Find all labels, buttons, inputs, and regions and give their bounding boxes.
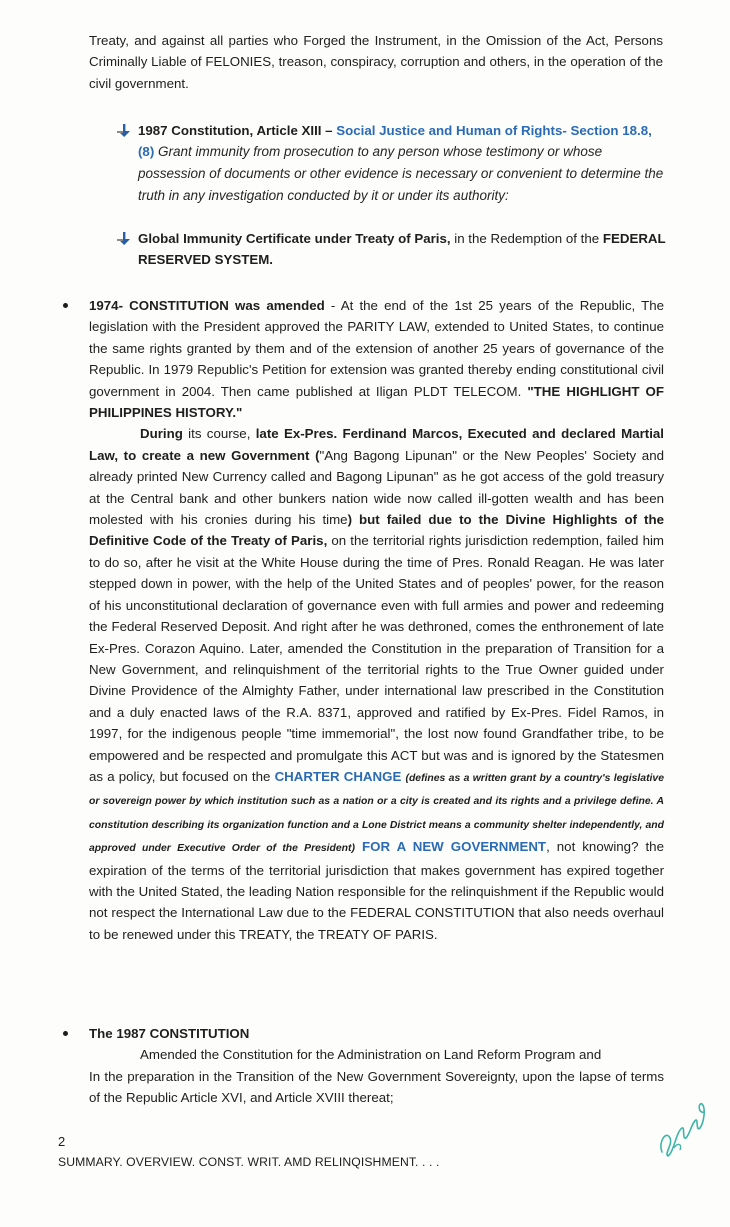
para2-failed: ) but failed due to the Divine Highlights of the Definitive Code of the Treaty of Paris, — [89, 512, 664, 549]
for-new-government-term: FOR A NEW GOVERNMENT — [361, 839, 547, 855]
item1-quote: Grant immunity from prosecution to any person whose testimony or whose possession of documents or other evidence is necessary or convenient to determine the truth in any investigation conducted by it or under its authority: — [138, 144, 664, 203]
signature-icon — [652, 1092, 712, 1162]
intro-text: Treaty, and against all parties who Forged the Instrument, in the Omission of the Act, Persons Criminally Liable of FELONIES, treason, conspiracy, corruption and others, in the operation of the civil government. — [89, 33, 663, 91]
section-1987-line1: Amended the Constitution for the Administration on Land Reform Program and — [140, 1047, 602, 1063]
section-1987-line2: In the preparation in the Transition of the New Government Sovereignty, upon the lapse of terms of the Republic Article XVI, and Article XVIII thereat; — [89, 1068, 664, 1106]
list-item-global-immunity — [116, 228, 666, 271]
section-1974-highlight: "THE HIGHLIGHT OF PHILIPPINES HISTORY." — [89, 383, 664, 421]
charter-change-definition: (defines as a written grant by a country's legislative or sovereign power by which institution such as a nation or a city is created and its rights and a privilege define. A constitution describing its organization function and a Lone District means a community shelter independently, and approved under Executive Order of the President) — [89, 772, 664, 855]
section-1974-text: - At the end of the 1st 25 years of the Republic, The legislation with the President approved the PARITY LAW, extended to United States, to continue the same rights granted by them and of the extension of another 25 years of governance of the Republic. In 1979 Republic's Petition for extension was granted thereby ending constitutional civil government in 2004. Then came published at Iligan PLDT TELECOM. — [89, 298, 665, 399]
intro-paragraph — [89, 30, 663, 94]
charter-change-term: CHARTER CHANGE — [274, 768, 402, 784]
item1-section: Social Justice and Human of Rights- Section 18.8, (8) — [138, 123, 652, 160]
item2-label: Global Immunity Certificate under Treaty of Paris, — [138, 231, 451, 246]
arrow-down-icon — [116, 231, 132, 247]
bullet-icon — [63, 303, 68, 308]
list-item-1987-article — [116, 120, 666, 206]
para2-body: on the territorial rights jurisdiction redemption, failed him to do so, after he visit at the White House during the time of Pres. Ronald Reagan. He was later stepped down in power, with the help of the United States and of peoples' power, for the reason of his unconstitutional declaration of governance even with full armies and power and redeeming the Federal Reserved Deposit. And right after he was dethroned, comes the enthronement of late Ex-Pres. Corazon Aquino. Later, amended the Constitution in the preparation of Transition for a New Government, and relinquishment of the territorial rights to the True Owner guided under Divine Providence of the Almighty Father, under international law prescribed in the Constitution and a duly enacted laws of the R.A. 8371, approved and ratified by Ex-Pres. Fidel Ramos, in 1997, for the indigenous people "time immemorial", the lost now found Grandfather tribe, to be empowered and be respected and promulgate this ACT but was and is ignored by the Statesmen as a policy, but focused on the — [89, 533, 664, 784]
para2-marcos: late Ex-Pres. Ferdinand Marcos, Executed and declared Martial Law, to create a new Government ( — [89, 426, 664, 463]
item2-system: FEDERAL RESERVED SYSTEM. — [138, 231, 666, 268]
page-footer: SUMMARY. OVERVIEW. CONST. WRIT. AMD RELINQISHMENT. . . . — [58, 1155, 440, 1169]
item2-text: in the Redemption of the — [454, 231, 600, 246]
para2-conclusion: , not knowing? the expiration of the terms of the territorial jurisdiction that makes government has expired together with the United Stated, the leading Nation responsible for the relinquishment if the Republic would not respect the International Law due to the FEDERAL CONSTITUTION that also needs overhaul to be renewed under this TREATY, the TREATY OF PARIS. — [89, 839, 664, 942]
section-1974-para1 — [89, 295, 664, 423]
para2-lipunan: "Ang Bagong Lipunan" or the New Peoples' Society and already printed New Currency called and Bagong Lipunan" as he got access of the gold treasury at the Central bank and other bunkers nation wide now called ill-gotten wealth and has been molested with his cronies during his time — [89, 447, 664, 528]
para2-course: its course, — [188, 426, 251, 442]
arrow-down-icon — [116, 123, 132, 139]
page-number: 2 — [58, 1134, 66, 1149]
section-1987-heading: The 1987 CONSTITUTION — [89, 1026, 250, 1041]
section-1974-constitution — [89, 295, 664, 945]
section-1987-constitution — [89, 1023, 664, 1109]
section-1974-heading: 1974- CONSTITUTION was amended — [89, 298, 325, 313]
section-1974-para2 — [89, 423, 664, 945]
para2-during: During — [140, 426, 183, 442]
bullet-icon — [63, 1031, 68, 1036]
item1-label: 1987 Constitution, Article XIII – — [138, 123, 333, 138]
